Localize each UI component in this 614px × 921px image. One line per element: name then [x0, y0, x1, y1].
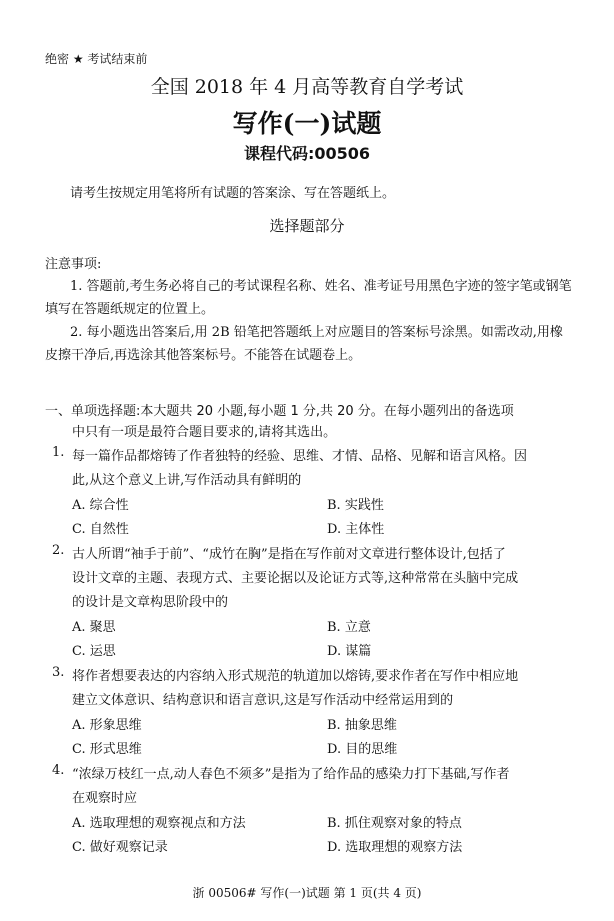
- question-number: 2.: [52, 543, 65, 558]
- question-text-line: 建立文体意识、结构意识和语言意识,这是写作活动中经常运用到的: [72, 693, 454, 708]
- option-a: A. 综合性: [72, 498, 129, 513]
- note-1-line-1: 1. 答题前,考生务必将自己的考试课程名称、姓名、准考证号用黑色字迹的签字笔或钢笔: [70, 279, 572, 294]
- note-1-line-2: 填写在答题纸规定的位置上。: [45, 302, 215, 317]
- question-text-line: 设计文章的主题、表现方式、主要论据以及论证方式等,这种常常在头脑中完成: [72, 571, 519, 586]
- option-b: B. 抽象思维: [327, 718, 397, 733]
- page-footer: 浙 00506# 写作(一)试题 第 1 页(共 4 页): [192, 886, 422, 900]
- note-2-line-2: 皮擦干净后,再选涂其他答案标号。不能答在试题卷上。: [45, 348, 362, 363]
- option-b: B. 实践性: [327, 498, 384, 513]
- question-number: 4.: [52, 763, 65, 778]
- question-text-line: 古人所谓“袖手于前”、“成竹在胸”是指在写作前对文章进行整体设计,包括了: [72, 547, 506, 562]
- confidential-label: 绝密 ★ 考试结束前: [45, 52, 148, 66]
- option-a: A. 形象思维: [72, 718, 142, 733]
- option-d: D. 主体性: [327, 522, 385, 537]
- notes-heading: 注意事项:: [45, 257, 102, 272]
- note-2-line-1: 2. 每小题选出答案后,用 2B 铅笔把答题纸上对应题目的答案标号涂黑。如需改动,用橡: [70, 325, 563, 340]
- question-number: 3.: [52, 665, 65, 680]
- exam-title: 全国 2018 年 4 月高等教育自学考试: [150, 76, 464, 98]
- question-text-line: 的设计是文章构思阶段中的: [72, 595, 229, 610]
- paper-title: 写作(一)试题: [232, 109, 382, 138]
- option-c: C. 做好观察记录: [72, 840, 168, 855]
- option-c: C. 自然性: [72, 522, 129, 537]
- question-text-line: “浓绿万枝红一点,动人春色不须多”是指为了给作品的感染力打下基础,写作者: [72, 767, 510, 782]
- question-text-line: 此,从这个意义上讲,写作活动具有鲜明的: [72, 473, 302, 488]
- general-instruction: 请考生按规定用笔将所有试题的答案涂、写在答题纸上。: [70, 186, 396, 201]
- course-code: 课程代码:00506: [243, 144, 371, 163]
- question-text-line: 每一篇作品都熔铸了作者独特的经验、思维、才情、品格、见解和语言风格。因: [72, 449, 528, 464]
- option-b: B. 立意: [327, 620, 371, 635]
- option-a: A. 聚思: [72, 620, 116, 635]
- question-text-line: 在观察时应: [72, 791, 138, 806]
- option-c: C. 运思: [72, 644, 116, 659]
- option-d: D. 目的思维: [327, 742, 398, 757]
- question-number: 1.: [52, 445, 65, 460]
- section-heading-line-1: 一、单项选择题:本大题共 20 小题,每小题 1 分,共 20 分。在每小题列出的备选项: [45, 404, 514, 419]
- option-c: C. 形式思维: [72, 742, 142, 757]
- part-title: 选择题部分: [269, 217, 345, 235]
- option-a: A. 选取理想的观察视点和方法: [72, 816, 246, 831]
- section-heading-line-2: 中只有一项是最符合题目要求的,请将其选出。: [72, 425, 337, 440]
- option-d: D. 谋篇: [327, 644, 372, 659]
- option-d: D. 选取理想的观察方法: [327, 840, 463, 855]
- option-b: B. 抓住观察对象的特点: [327, 816, 462, 831]
- question-text-line: 将作者想要表达的内容纳入形式规范的轨道加以熔铸,要求作者在写作中相应地: [72, 669, 519, 684]
